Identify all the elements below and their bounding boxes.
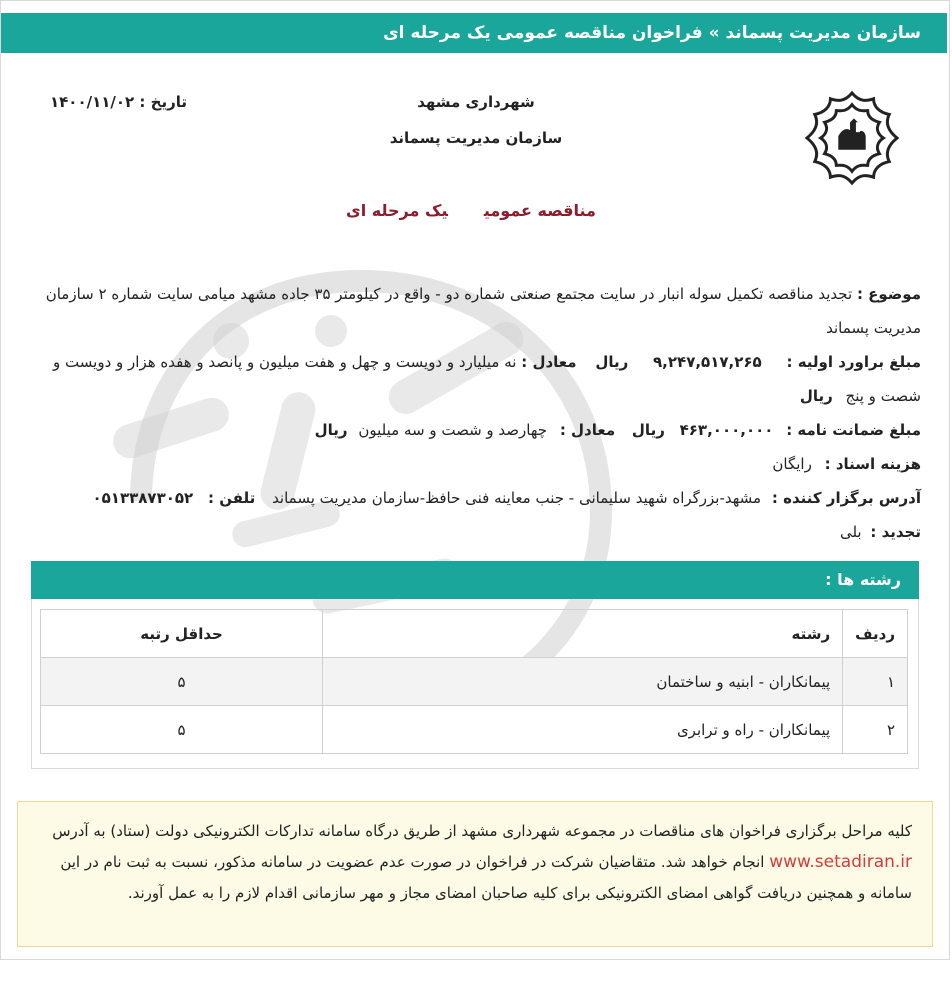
tender-type-1: مناقصه عمومی [483, 201, 596, 220]
row-index: ۱ [843, 658, 908, 706]
fields-section-header [31, 561, 919, 599]
subject-row [25, 277, 921, 345]
org-name-municipality: شهرداری مشهد [417, 93, 535, 111]
address-row [25, 481, 921, 515]
fields-table-container [31, 599, 919, 769]
tender-type [301, 201, 641, 220]
doc-cost-label: هزینه اسناد : [824, 455, 921, 473]
setadiran-link[interactable]: www.setadiran.ir [769, 852, 912, 872]
org-name-waste-management: سازمان مدیریت پسماند [389, 129, 563, 147]
tender-type-2: یک مرحله ای [346, 201, 448, 220]
row-index: ۲ [843, 706, 908, 754]
estimate-equiv-label: معادل : [521, 353, 577, 371]
estimate-row [25, 345, 921, 413]
renewal-value: بلی [839, 523, 862, 541]
mashhad-municipality-logo-icon [803, 89, 901, 187]
guarantee-label: مبلغ ضمانت نامه : [786, 421, 921, 439]
estimate-words: نه میلیارد و دویست و چهل و هفت میلیون و پانصد و هفده هزار و دویست و شصت و پنج [53, 353, 921, 405]
date-label: تاریخ : [139, 93, 187, 111]
notice-text-after: انجام خواهد شد. متقاضیان شرکت در فراخوان در صورت عدم عضویت در سامانه مذکور، نسبت به ثبت نام در این سامانه و همچنین دریافت گواهی امضای الکترونیکی برای کلیه صاحبان امضای مجاز و مهر سازمانی اقدام لازم را به عمل آورند. [60, 853, 912, 902]
address-label: آدرس برگزار کننده : [771, 489, 921, 507]
table-row [41, 658, 908, 706]
renewal-row [25, 515, 921, 549]
estimate-label: مبلغ براورد اولیه : [786, 353, 921, 371]
guarantee-words-currency: ریال [314, 421, 348, 439]
guarantee-row [25, 413, 921, 447]
date-row [37, 93, 187, 111]
row-field: پیمانکاران - راه و ترابری [323, 706, 843, 754]
table-header-row [41, 610, 908, 658]
estimate-currency: ریال [595, 353, 629, 371]
doc-cost-row [25, 447, 921, 481]
renewal-label: تجدید : [870, 523, 921, 541]
date-value: ۱۴۰۰/۱۱/۰۲ [49, 93, 135, 111]
page-title-bar [1, 13, 947, 53]
row-min-rank: ۵ [41, 658, 323, 706]
guarantee-words: چهارصد و شصت و سه میلیون [358, 421, 548, 439]
row-field: پیمانکاران - ابنیه و ساختمان [323, 658, 843, 706]
column-header-min-rank: حداقل رتبه [41, 610, 323, 658]
fields-section-title: رشته ها : [825, 570, 901, 589]
setad-notice-box [17, 801, 933, 947]
page-title: سازمان مدیریت پسماند » فراخوان مناقصه عمومی یک مرحله ای [383, 23, 921, 43]
guarantee-amount: ۴۶۳,۰۰۰,۰۰۰ [679, 421, 774, 439]
notice-text-before: کلیه مراحل برگزاری فراخوان های مناقصات در مجموعه شهرداری مشهد از طریق درگاه سامانه تدارکات الکترونیکی دولت (ستاد) به آدرس [52, 822, 912, 840]
phone-label: تلفن : [208, 489, 256, 507]
row-min-rank: ۵ [41, 706, 323, 754]
table-row [41, 706, 908, 754]
address-value: مشهد-بزرگراه شهید سلیمانی - جنب معاینه فنی حافظ-سازمان مدیریت پسماند [272, 489, 762, 507]
fields-table [40, 609, 908, 754]
tender-details [25, 277, 921, 549]
subject-value: تجدید مناقصه تکمیل سوله انبار در سایت مجتمع صنعتی شماره دو - واقع در کیلومتر ۳۵ جاده مشهد میامی سایت شماره ۲ سازمان مدیریت پسماند [45, 285, 921, 337]
estimate-words-currency: ریال [799, 387, 833, 405]
guarantee-currency: ریال [631, 421, 665, 439]
subject-label: موضوع : [856, 285, 921, 303]
column-header-field: رشته [323, 610, 843, 658]
phone-value: ۰۵۱۳۳۸۷۳۰۵۲ [92, 489, 194, 507]
guarantee-equiv-label: معادل : [559, 421, 616, 439]
doc-cost-value: رایگان [772, 455, 812, 473]
column-header-index: ردیف [843, 610, 908, 658]
estimate-amount: ۹,۲۴۷,۵۱۷,۲۶۵ [653, 353, 762, 371]
